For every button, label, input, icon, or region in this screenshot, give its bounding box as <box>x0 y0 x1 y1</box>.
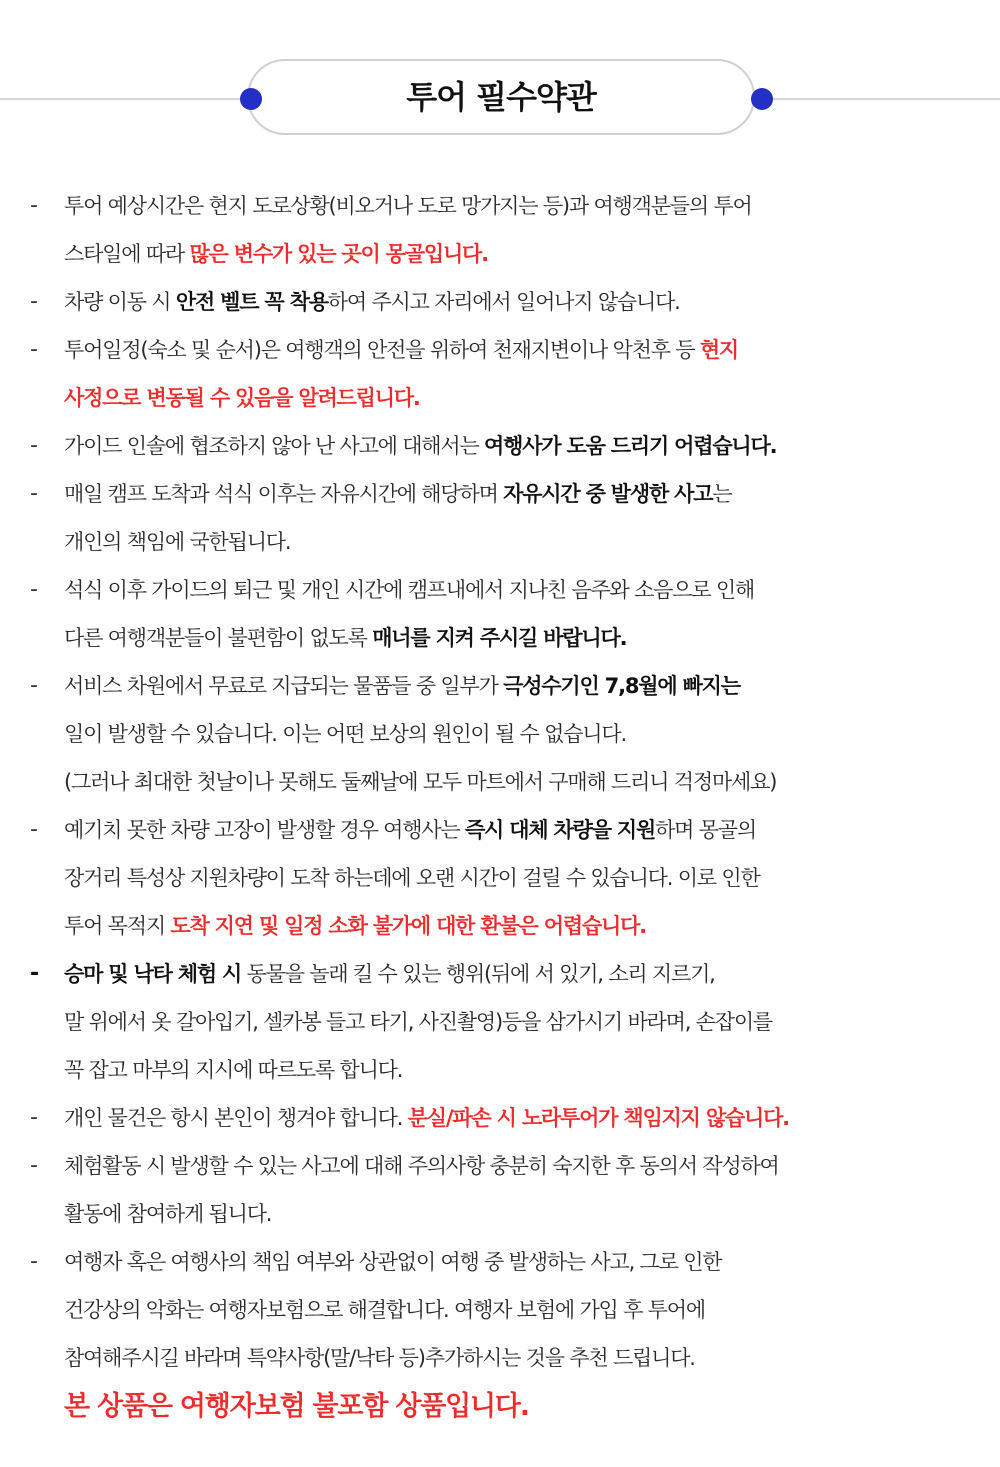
highlight-red: 많은 변수가 있는 곳이 몽골입니다. <box>189 242 488 266</box>
bullet-dash: - <box>30 337 38 362</box>
insurance-notice: 본 상품은 여행자보험 불포함 상품입니다. <box>64 1391 529 1422</box>
term-line: 스타일에 따라 많은 변수가 있는 곳이 몽골입니다. <box>64 242 488 266</box>
term-item-vehicle-breakdown <box>0 806 1000 950</box>
term-line <box>64 374 982 422</box>
highlight-red: 현지 <box>699 338 739 362</box>
highlight-bold: 매너를 지켜 주시길 바랍니다. <box>372 626 627 650</box>
term-line: 승마 및 낙타 체험 시 동물을 놀래 킬 수 있는 행위(뒤에 서 있기, 소리 지르기, <box>64 962 715 986</box>
bullet-dash: - <box>30 289 38 314</box>
bullet-dash: - <box>30 817 38 842</box>
term-item-personal-belongings <box>0 1094 1000 1142</box>
term-line: 투어일정(숙소 및 순서)은 여행객의 안전을 위하여 천재지변이나 악천후 등 현지 <box>64 338 739 362</box>
term-line: 꼭 잡고 마부의 지시에 따르도록 합니다. <box>64 1058 403 1082</box>
term-line: 개인의 책임에 국한됩니다. <box>64 530 291 554</box>
highlight-red: 사정으로 변동될 수 있음을 알려드립니다. <box>64 386 420 410</box>
term-item-activity-consent <box>0 1142 1000 1238</box>
highlight-bold: 여행사가 도움 드리기 어렵습니다. <box>484 434 777 458</box>
term-item-guide-cooperation <box>0 422 1000 470</box>
term-line: 말 위에서 옷 갈아입기, 셀카봉 들고 타기, 사진촬영)등을 삼가시기 바라며, 손잡이를 <box>64 1010 773 1034</box>
term-line: 활동에 참여하게 됩니다. <box>64 1202 272 1226</box>
term-item-travel-insurance <box>0 1238 1000 1432</box>
bullet-dash: - <box>30 1105 38 1130</box>
term-item-seatbelt <box>0 278 1000 326</box>
header-divider-left <box>0 98 250 100</box>
term-line: 석식 이후 가이드의 퇴근 및 개인 시간에 캠프내에서 지나친 음주와 소음으로 인해 <box>64 578 755 602</box>
term-line: 참여해주시길 바라며 특약사항(말/낙타 등)추가하시는 것을 추천 드립니다. <box>64 1346 695 1370</box>
bullet-dash: - <box>30 673 38 698</box>
highlight-bold: 자유시간 중 발생한 사고 <box>503 482 713 506</box>
page-title: 투어 필수약관 <box>406 78 596 116</box>
term-item-travel-time <box>0 182 1000 278</box>
term-item-itinerary-change <box>0 326 1000 422</box>
term-line: 건강상의 악화는 여행자보험으로 해결합니다. 여행자 보험에 가입 후 투어에 <box>64 1298 705 1322</box>
term-line: 장거리 특성상 지원차량이 도착 하는데에 오랜 시간이 걸릴 수 있습니다. 이로 인한 <box>64 866 760 890</box>
term-item-free-time <box>0 470 1000 566</box>
term-line: 차량 이동 시 안전 벨트 꼭 착용하여 주시고 자리에서 일어나지 않습니다. <box>64 290 680 314</box>
term-line: 서비스 차원에서 무료로 지급되는 물품들 중 일부가 극성수기인 7,8월에 빠지는 <box>64 674 740 698</box>
header <box>0 0 1000 170</box>
term-line: 일이 발생할 수 있습니다. 이는 어떤 보상의 원인이 될 수 없습니다. <box>64 722 626 746</box>
term-line: 체험활동 시 발생할 수 있는 사고에 대해 주의사항 충분히 숙지한 후 동의서 작성하여 <box>64 1154 779 1178</box>
term-line: 가이드 인솔에 협조하지 않아 난 사고에 대해서는 여행사가 도움 드리기 어렵습니다. <box>64 434 777 458</box>
highlight-red: 분실/파손 시 노라투어가 책임지지 않습니다. <box>407 1106 789 1130</box>
bullet-dash: - <box>30 961 40 986</box>
highlight-red: 도착 지연 및 일정 소화 불가에 대한 환불은 어렵습니다. <box>170 914 646 938</box>
bullet-dash: - <box>30 433 38 458</box>
term-item-horse-camel-riding <box>0 950 1000 1094</box>
highlight-bold: 극성수기인 7,8월에 빠지는 <box>503 674 740 698</box>
bullet-dash: - <box>30 1249 38 1274</box>
bullet-dash: - <box>30 577 38 602</box>
header-divider-right <box>750 98 1000 100</box>
term-line: 예기치 못한 차량 고장이 발생할 경우 여행사는 즉시 대체 차량을 지원하며 몽골의 <box>64 818 756 842</box>
bullet-dash: - <box>30 481 38 506</box>
term-line: 여행자 혹은 여행사의 책임 여부와 상관없이 여행 중 발생하는 사고, 그로 인한 <box>64 1250 722 1274</box>
highlight-bold: 즉시 대체 차량을 지원 <box>464 818 656 842</box>
highlight-bold: 안전 벨트 꼭 착용 <box>175 290 328 314</box>
term-item-free-supplies <box>0 662 1000 806</box>
terms-list <box>0 182 1000 1432</box>
highlight-bold: 승마 및 낙타 체험 시 <box>64 962 242 986</box>
term-line: 개인 물건은 항시 본인이 챙겨야 합니다. 분실/파손 시 노라투어가 책임지지 않습니다. <box>64 1106 789 1130</box>
bullet-dash: - <box>30 1153 38 1178</box>
term-line: 투어 예상시간은 현지 도로상황(비오거나 도로 망가지는 등)과 여행객분들의 투어 <box>64 194 752 218</box>
bullet-dash: - <box>30 193 38 218</box>
term-line: 매일 캠프 도착과 석식 이후는 자유시간에 해당하며 자유시간 중 발생한 사고는 <box>64 482 732 506</box>
term-line: 투어 목적지 도착 지연 및 일정 소화 불가에 대한 환불은 어렵습니다. <box>64 914 646 938</box>
term-item-manners <box>0 566 1000 662</box>
term-line: (그러나 최대한 첫날이나 못해도 둘째날에 모두 마트에서 구매해 드리니 걱정마세요) <box>64 770 777 794</box>
term-line: 다른 여행객분들이 불편함이 없도록 매너를 지켜 주시길 바랍니다. <box>64 626 627 650</box>
